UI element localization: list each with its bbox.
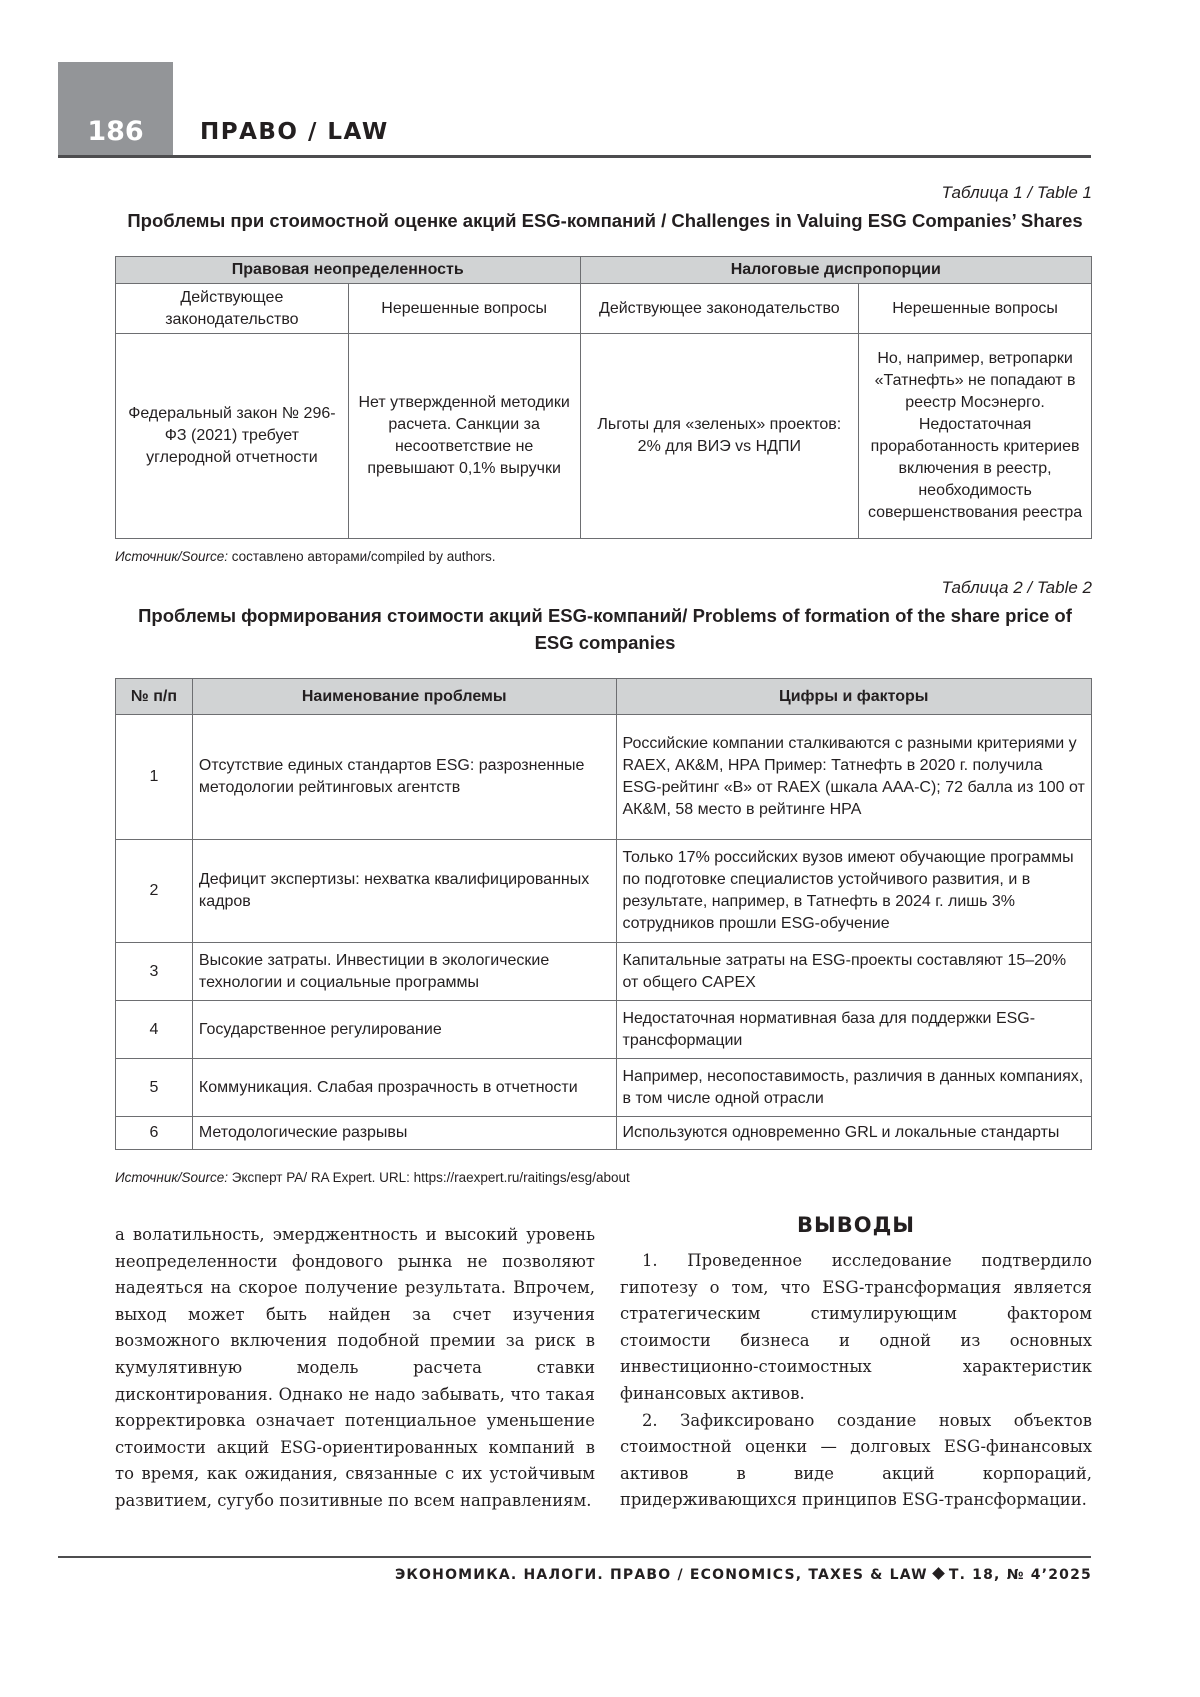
header-divider [58,155,1091,158]
row-facts: Недостаточная нормативная база для поддержки ESG-трансформации [616,1001,1092,1059]
source-text: составлено авторами/compiled by authors. [227,549,496,564]
source-label: Источник/Source: [115,1170,228,1185]
table2 [115,678,1092,1150]
table-row [116,715,1092,840]
table1-title: Проблемы при стоимостной оценке акций ESG-компаний / Challenges in Valuing ESG Companies’ Shares [127,210,1083,231]
row-number: 3 [116,943,193,1001]
conclusions-heading: ВЫВОДЫ [796,1213,916,1237]
row-number: 6 [116,1117,193,1150]
body-left-column: а волатильность, эмерджентность и высокий уровень неопределенности фондового рынка не позволяют надеяться на скорое получение результата. Впрочем, выход может быть найден за счет изучения возможного включения подобной премии за риск в кумулятивную модель расчета ставки дисконтирования. Однако не надо забывать, что такая корректировка означает потенциальное уменьшение стоимости акций ESG-ориентированных компаний в то время, как ожидания, связанные с их устойчивым развитием, сугубо позитивные по всем направлениям. [115,1225,595,1510]
row-problem: Методологические разрывы [192,1117,616,1150]
page-number: 186 [87,116,144,147]
section-title: ПРАВО / LAW [200,119,389,145]
row-facts: Только 17% российских вузов имеют обучающие программы по подготовке специалистов устойчивого развития, и в результате, например, в Татнефть в 2024 г. лишь 3% сотрудников прошли ESG-обучение [616,840,1092,943]
source-text: Эксперт РА/ RA Expert. URL: https://raexpert.ru/raitings/esg/about [227,1170,630,1185]
table1-cell: Федеральный закон № 296-ФЗ (2021) требует углеродной отчетности [116,334,349,539]
journal-name: ЭКОНОМИКА. НАЛОГИ. ПРАВО / ECONOMICS, TAXES & LAW [394,1567,928,1583]
table1-cell: Нет утвержденной методики расчета. Санкции за несоответствие не превышают 0,1% выручки [348,334,580,539]
issue-number: Т. 18, № 4’2025 [948,1567,1092,1583]
row-problem: Государственное регулирование [192,1001,616,1059]
row-number: 4 [116,1001,193,1059]
table-row [116,943,1092,1001]
table2-title: Проблемы формирования стоимости акций ESG-компаний/ Problems of formation of the share price of ESG companies [138,605,1072,653]
conclusions-column [620,1248,1092,1514]
table1-subheader: Нерешенные вопросы [859,284,1092,334]
row-problem: Дефицит экспертизы: нехватка квалифицированных кадров [192,840,616,943]
table2-header-number: № п/п [116,679,193,715]
row-number: 1 [116,715,193,840]
table1-source [115,549,495,564]
row-problem: Высокие затраты. Инвестиции в экологические технологии и социальные программы [192,943,616,1001]
table2-header-problem: Наименование проблемы [192,679,616,715]
table1-subheader: Действующее законодательство [580,284,859,334]
footer-divider [58,1556,1091,1558]
row-problem: Коммуникация. Слабая прозрачность в отчетности [192,1059,616,1117]
table2-header-facts: Цифры и факторы [616,679,1092,715]
table-row [116,840,1092,943]
conclusion-item: 1. Проведенное исследование подтвердило гипотезу о том, что ESG-трансформация является стратегическим стимулирующим фактором стоимости бизнеса и одной из основных инвестиционно-стоимостных характеристик финансовых активов. [620,1251,1092,1403]
table1-group-header-legal: Правовая неопределенность [116,257,581,284]
conclusion-item: 2. Зафиксировано создание новых объектов стоимостной оценки — долговых ESG-финансовых активов в виде акций корпораций, придерживающихся принципов ESG-трансформации. [620,1410,1092,1510]
row-facts: Российские компании сталкиваются с разными критериями у RAEX, АК&М, НРА Пример: Татнефть в 2020 г. получила ESG-рейтинг «B» от RAEX (шкала AAA-C); 72 балла из 100 от АК&М, 58 место в рейтинге НРА [616,715,1092,840]
footer [395,1567,1092,1583]
row-facts: Например, несопоставимость, различия в данных компаниях, в том числе одной отрасли [616,1059,1092,1117]
table1-cell: Льготы для «зеленых» проектов: 2% для ВИЭ vs НДПИ [580,334,859,539]
table1-subheader: Действующее законодательство [116,284,349,334]
source-label: Источник/Source: [115,549,228,564]
diamond-icon [932,1567,945,1580]
row-number: 5 [116,1059,193,1117]
table1-cell: Но, например, ветропарки «Татнефть» не попадают в реестр Мосэнерго. Недостаточная проработанность критериев включения в реестр, необходимость совершенствования реестра [859,334,1092,539]
table-row [116,1001,1092,1059]
table1 [115,256,1092,539]
table-row [116,1059,1092,1117]
table2-label: Таблица 2 / Table 2 [941,578,1092,597]
table-row [116,1117,1092,1150]
row-facts: Капитальные затраты на ESG-проекты составляют 15–20% от общего CAPEX [616,943,1092,1001]
table1-label: Таблица 1 / Table 1 [941,183,1092,202]
row-facts: Используются одновременно GRL и локальные стандарты [616,1117,1092,1150]
row-problem: Отсутствие единых стандартов ESG: разрозненные методологии рейтинговых агентств [192,715,616,840]
table1-subheader: Нерешенные вопросы [348,284,580,334]
row-number: 2 [116,840,193,943]
table1-group-header-tax: Налоговые диспропорции [580,257,1092,284]
table2-source [115,1170,630,1185]
